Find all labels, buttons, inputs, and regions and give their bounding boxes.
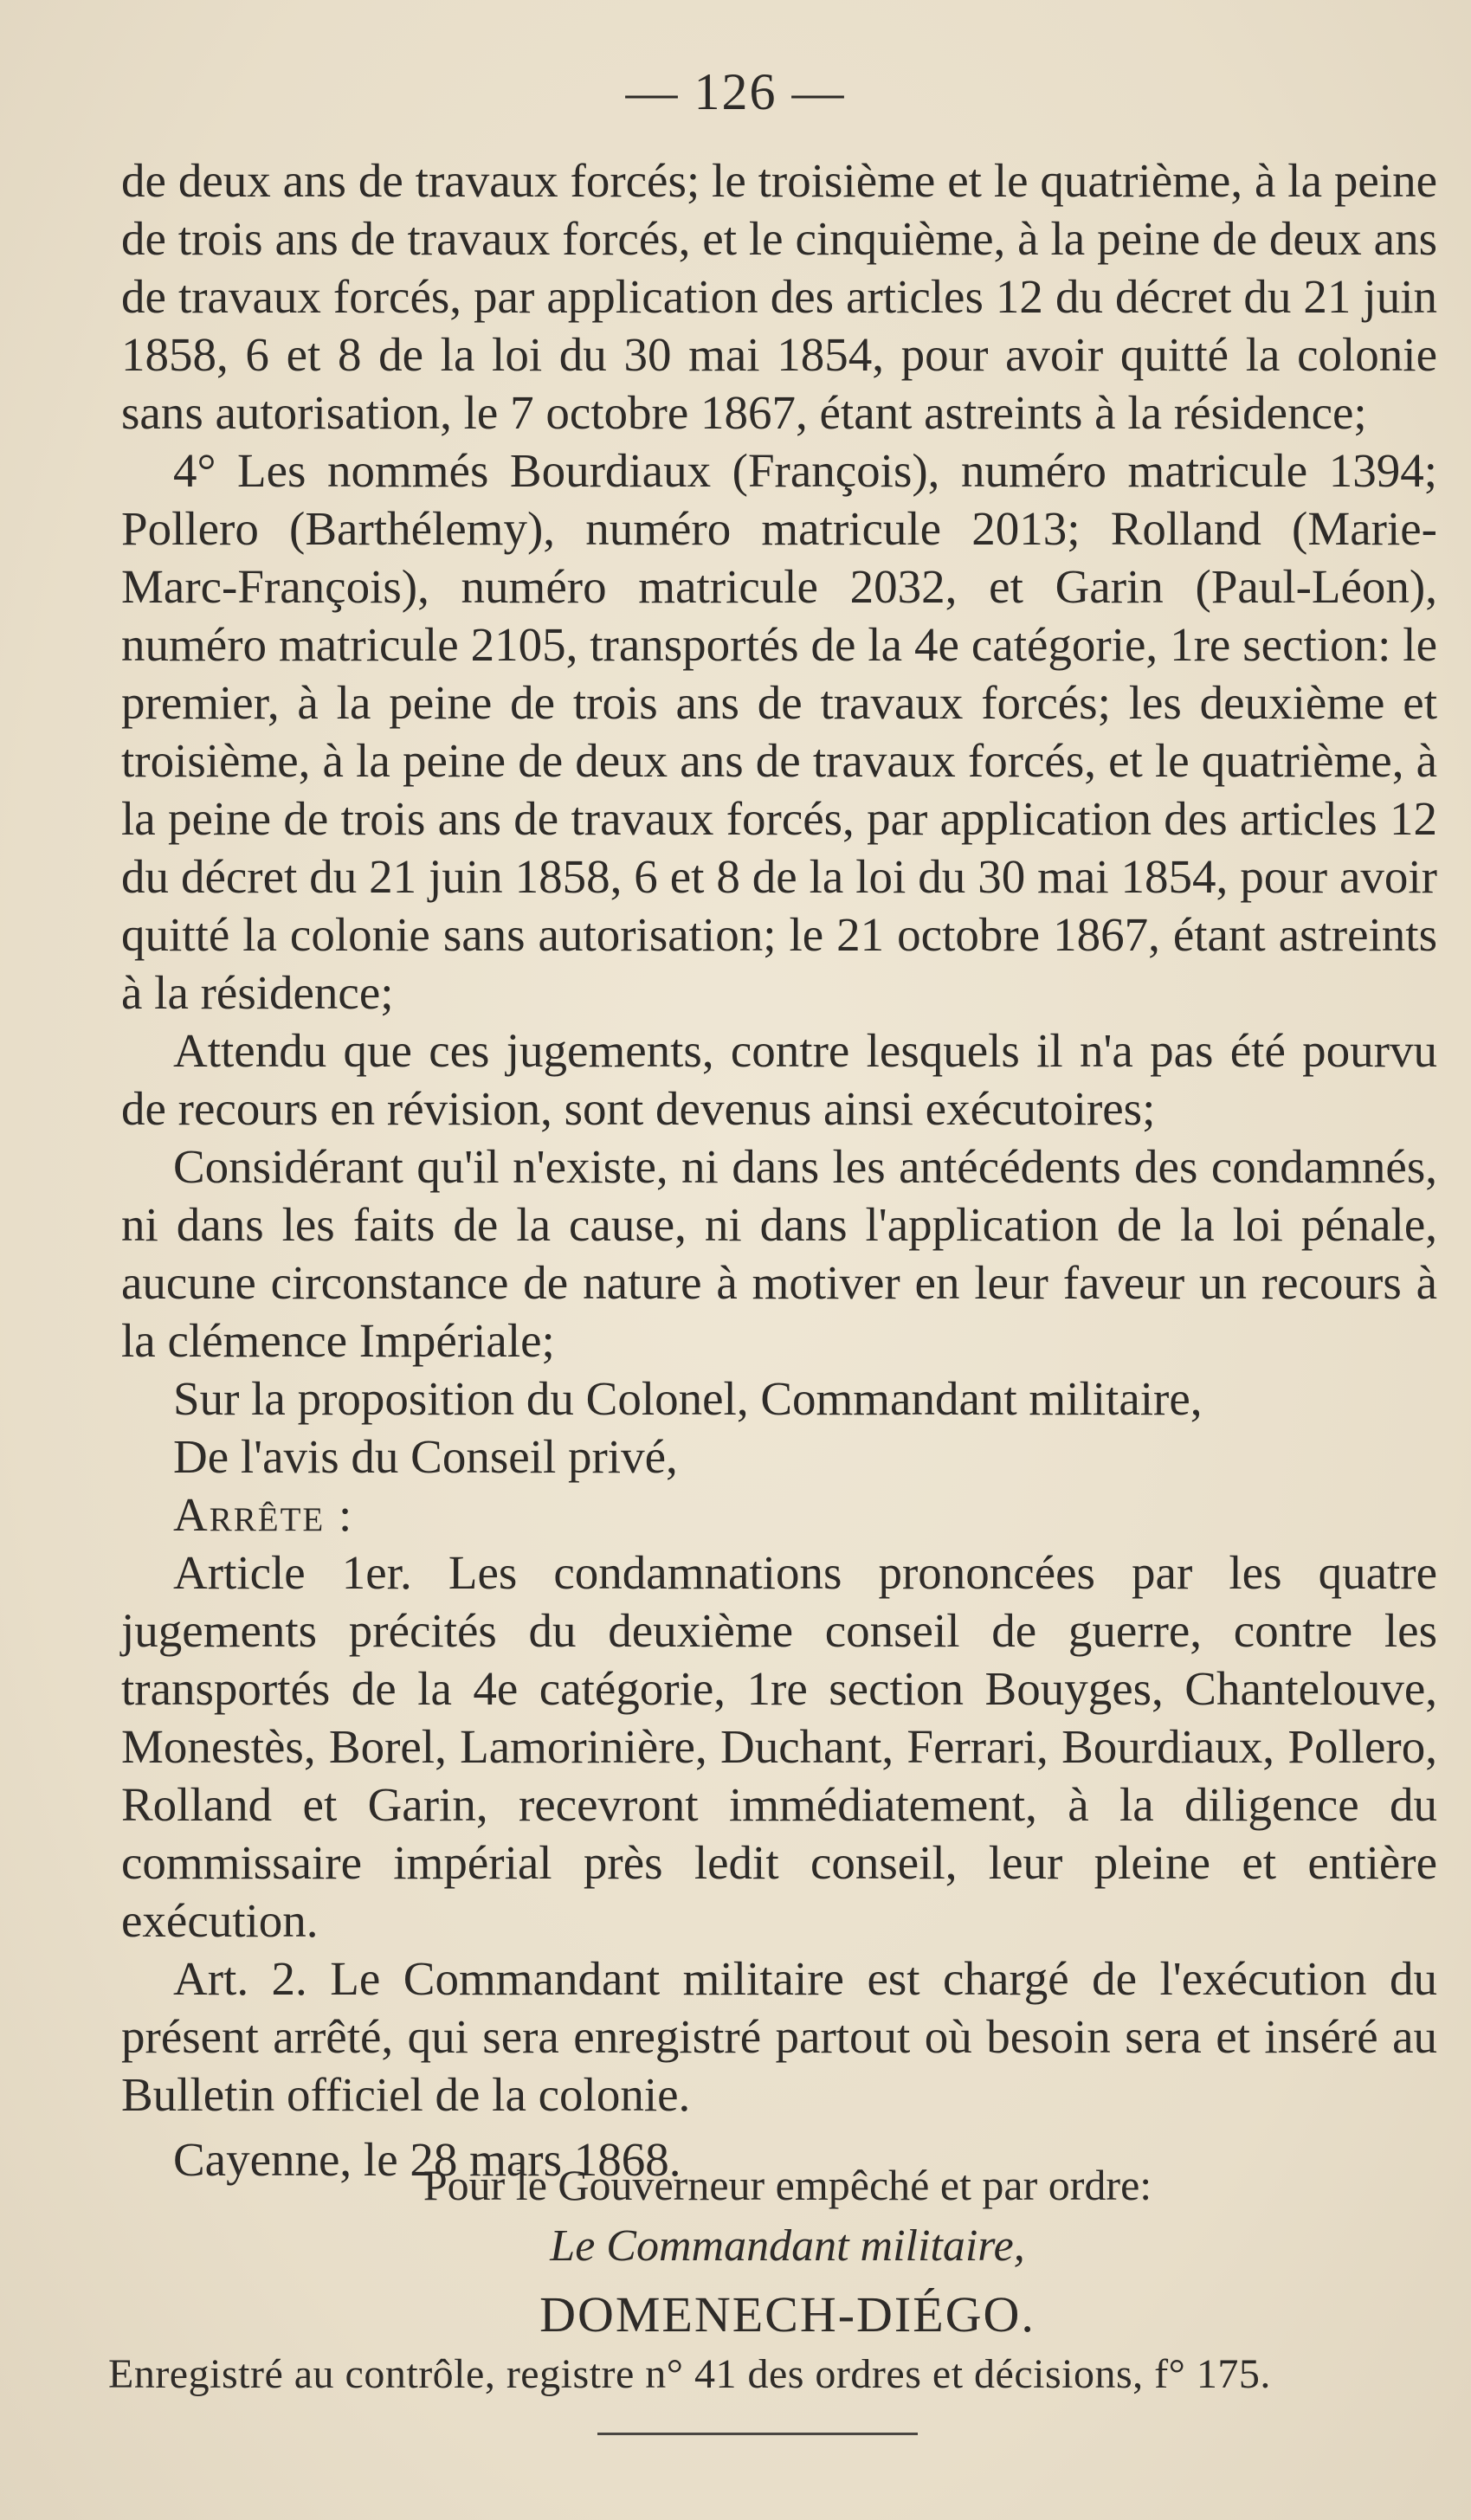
divider-rule <box>597 2433 918 2435</box>
paragraph-4: Considérant qu'il n'existe, ni dans les antécédents des condamnés, ni dans les faits de la cause, ni dans l'application de la loi pénale, aucune circonstance de nature à motiver en leur faveur un recours à la clémence Impériale; <box>121 1140 1437 1367</box>
paragraph-3: Attendu que ces jugements, contre lesquels il n'a pas été pourvu de recours en révision, sont devenus ainsi exécutoires; <box>121 1024 1437 1135</box>
body-text <box>121 151 1437 2188</box>
page-number: — 126 — <box>625 63 846 120</box>
article-2: Art. 2. Le Commandant militaire est chargé de l'exécution du présent arrêté, qui sera enregistré partout où besoin sera et inséré au Bulletin officiel de la colonie. <box>121 1952 1437 2121</box>
paragraph-6: De l'avis du Conseil privé, <box>173 1430 678 1483</box>
article-1: Article 1er. Les condamnations prononcées par les quatre jugements précités du deuxième conseil de guerre, contre les transportés de la 4e catégorie, 1re section Bouyges, Chantelouve, Monestès, Borel, Lamorinière, Duchant, Ferrari, Bourdiaux, Pollero, Rolland et Garin, recevront immédiatement, à la diligence du commissaire impérial près ledit conseil, leur pleine et entière exécution. <box>121 1546 1437 1947</box>
paragraph-2: 4° Les nommés Bourdiaux (François), numéro matricule 1394; Pollero (Barthélemy), numéro matricule 2013; Rolland (Marie-Marc-François), numéro matricule 2032, et Garin (Paul-Léon), numéro matricule 2105, transportés de la 4e catégorie, 1re section: le premier, à la peine de trois ans de travaux forcés; les deuxième et troisième, à la peine de deux ans de travaux forcés, et le quatrième, à la peine de trois ans de travaux forcés, par application des articles 12 du décret du 21 juin 1858, 6 et 8 de la loi du 30 mai 1854, pour avoir quitté la colonie sans autorisation; le 21 octobre 1867, étant astreints à la résidence; <box>121 444 1437 1019</box>
arrete-heading: Arrête : <box>173 1488 354 1541</box>
signature-name: DOMENECH-DIÉGO. <box>539 2286 1036 2343</box>
place-date: Cayenne, le 28 mars 1868. <box>173 2133 681 2186</box>
signature-line-1: Pour le Gouverneur empêché et par ordre: <box>423 2161 1152 2209</box>
signature-line-2: Le Commandant militaire, <box>550 2221 1025 2271</box>
paragraph-1: de deux ans de travaux forcés; le troisième et le quatrième, à la peine de trois ans de travaux forcés, et le cinquième, à la peine de deux ans de travaux forcés, par application des articles 12 du décret du 21 juin 1858, 6 et 8 de la loi du 30 mai 1854, pour avoir quitté la colonie sans autorisation, le 7 octobre 1867, étant astreints à la résidence; <box>121 154 1437 439</box>
registration-note: Enregistré au contrôle, registre n° 41 des ordres et décisions, f° 175. <box>108 2351 1271 2397</box>
paragraph-5: Sur la proposition du Colonel, Commandant militaire, <box>173 1372 1203 1425</box>
